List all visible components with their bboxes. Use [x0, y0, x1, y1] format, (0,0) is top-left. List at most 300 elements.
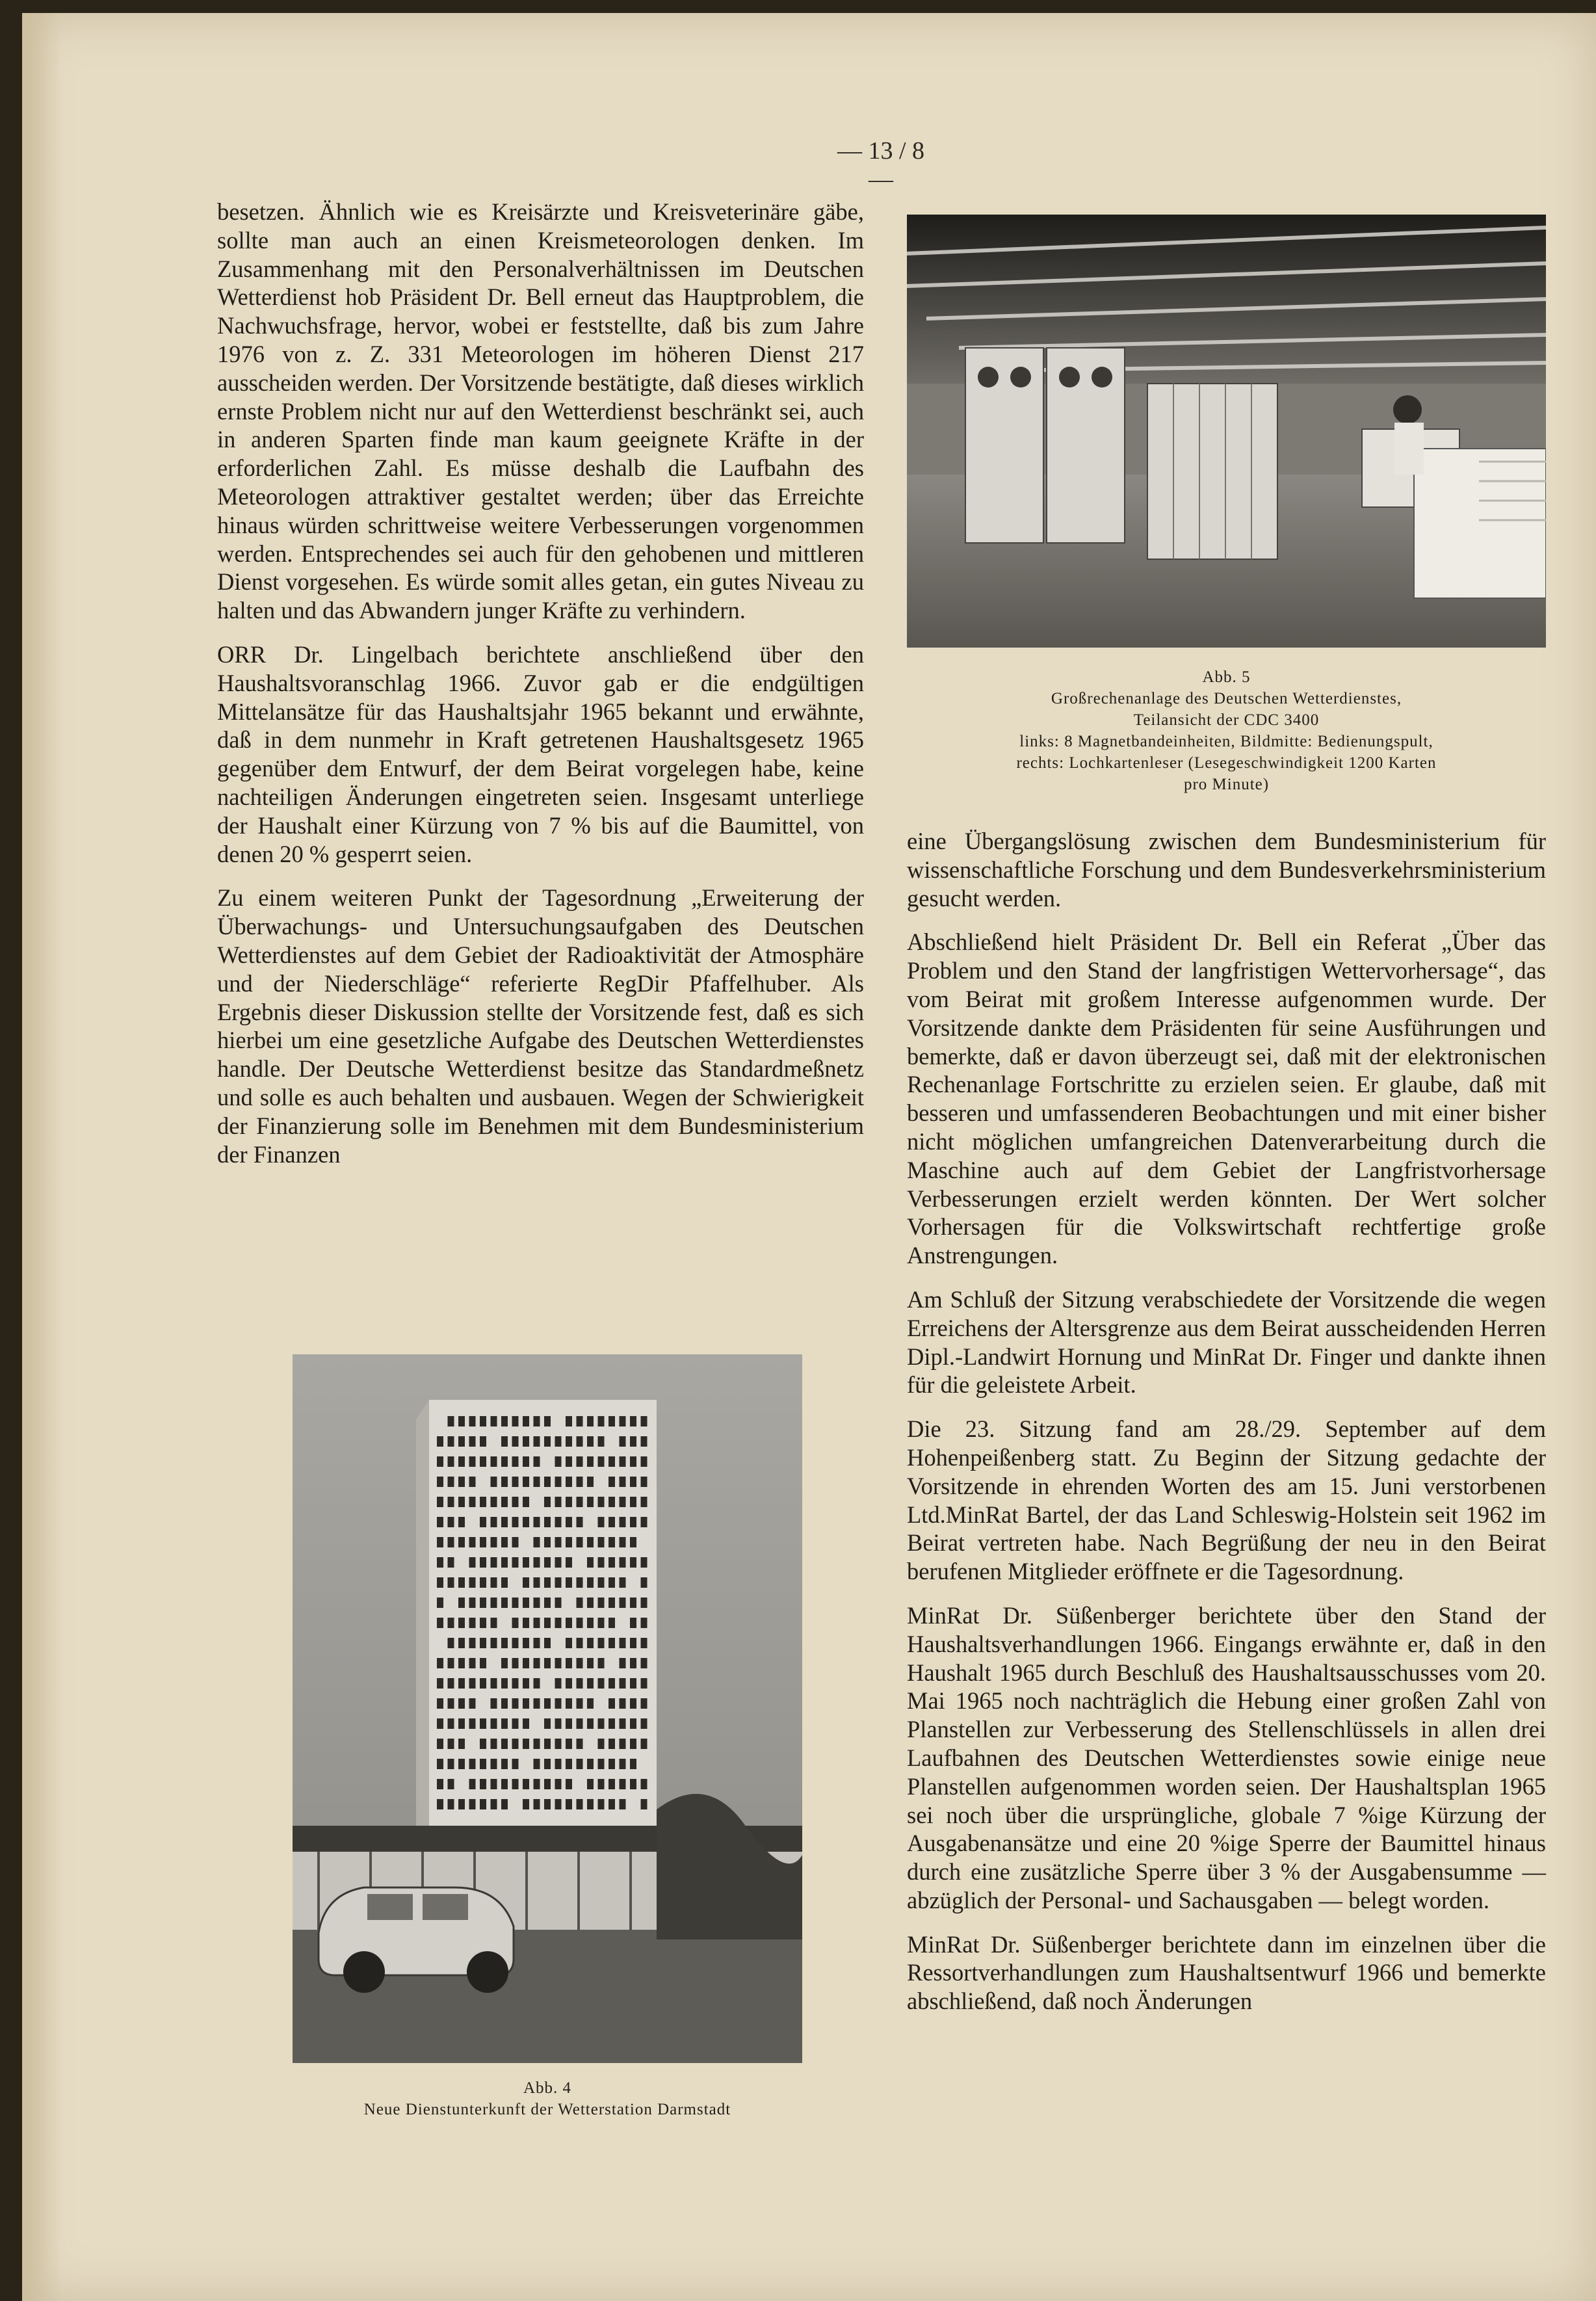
building-window [480, 1779, 486, 1789]
building-window [458, 1497, 465, 1507]
building-window [566, 1537, 572, 1547]
building-window [491, 1618, 497, 1628]
paragraph: Zu einem weiteren Punkt der Tagesordnung „Erweiterung der Überwachungs- und Untersuchungsaufgaben des Deutschen Wetterdienstes auf dem Gebiet der Radioaktivität der Atmosphäre und der Niederschläge“ referierte RegDir Pfaffelhuber. Als Ergebnis dieser Diskussion stellte der Vorsitzende fest, daß es sich hierbei um eine gesetzliche Aufgabe des Deutschen Wetterdienstes handle. Der Deutsche Wetterdienst besitze das Standardmeßnetz und solle es auch behalten und ausbauen. Wegen der Schwierigkeit der Finanzierung solle im Benehmen mit dem Bundesministerium der Finanzen [217, 884, 864, 1168]
building-window [555, 1557, 562, 1568]
building-window [491, 1517, 497, 1527]
building-window [598, 1678, 605, 1689]
building-window [491, 1537, 497, 1547]
building-window [480, 1598, 486, 1608]
building-window [469, 1456, 476, 1467]
building-window [469, 1779, 476, 1789]
building-window [555, 1436, 562, 1447]
building-window [620, 1517, 626, 1527]
building-window [577, 1598, 583, 1608]
building-window [641, 1577, 648, 1588]
building-window [641, 1638, 648, 1648]
building-window [501, 1416, 508, 1427]
building-window [630, 1779, 636, 1789]
building-window [501, 1598, 508, 1608]
building-window [469, 1416, 476, 1427]
building-window [620, 1718, 626, 1729]
caption-line: Großrechenanlage des Deutschen Wetterdienstes, [1051, 690, 1402, 707]
caption-line: Neue Dienstunterkunft der Wetterstation Darmstadt [363, 2101, 731, 2118]
building-window [566, 1497, 572, 1507]
building-window [555, 1658, 562, 1668]
caption-line: Teilansicht der CDC 3400 [1133, 711, 1320, 729]
building-window [544, 1739, 551, 1749]
building-window [458, 1718, 465, 1729]
building-window [469, 1658, 476, 1668]
building-window [577, 1678, 583, 1689]
building-window [523, 1779, 529, 1789]
figure-4-caption [247, 2077, 848, 2120]
building-window [555, 1678, 562, 1689]
building-window [587, 1477, 594, 1487]
building-window [620, 1497, 626, 1507]
building-window [641, 1517, 648, 1527]
building-window [555, 1779, 562, 1789]
building-window [437, 1598, 443, 1608]
building-window [469, 1557, 476, 1568]
building-window [577, 1658, 583, 1668]
paragraph: MinRat Dr. Süßenberger berichtete über den Stand der Haushaltsverhandlungen 1966. Eingangs erwähnte er, daß in den Haushalt 1965 durch Beschluß des Haushaltsausschusses vom 20. Mai 1965 noch nachträglich die Hebung einer großen Zahl von Planstellen zur Verbesserung des Stellenschlüssels in allen drei Laufbahnen des Deutschen Wetterdienstes sowie einige neue Planstellen aufgenommen worden seien. Der Haushaltsplan 1965 sei noch über die ursprüngliche, globale 7 %ige Kürzung der Ausgabenansätze und eine 20 %ige Sperre der Baumittel hinaus durch eine zusätzliche Sperre über 3 % der Ausgabensumme — abzüglich der Personal- und Sachausgaben — belegt worden. [907, 1601, 1546, 1913]
building-window [544, 1618, 551, 1628]
building-window [501, 1577, 508, 1588]
building-window [566, 1477, 572, 1487]
building-window [491, 1718, 497, 1729]
building-window [480, 1678, 486, 1689]
building-window [566, 1739, 572, 1749]
page-edge-shadow [22, 13, 61, 2301]
building-window [630, 1456, 636, 1467]
building-window [534, 1779, 540, 1789]
building-window [534, 1557, 540, 1568]
building-window [437, 1436, 443, 1447]
building-window [566, 1638, 572, 1648]
building-window [598, 1497, 605, 1507]
building-window [544, 1638, 551, 1648]
building-window [469, 1618, 476, 1628]
building-window [480, 1577, 486, 1588]
building-window [534, 1618, 540, 1628]
building-window [448, 1658, 454, 1668]
building-window [566, 1678, 572, 1689]
building-window [448, 1577, 454, 1588]
caption-line: rechts: Lochkartenleser (Lesegeschwindigkeit 1200 Karten [1016, 754, 1437, 772]
building-window [544, 1416, 551, 1427]
building-window [469, 1577, 476, 1588]
building-window [469, 1436, 476, 1447]
building-window [620, 1416, 626, 1427]
building-window [512, 1537, 519, 1547]
paragraph: MinRat Dr. Süßenberger berichtete dann im einzelnen über die Ressortverhandlungen zum Haushaltsentwurf 1966 und bemerkte abschließend, daß noch Änderungen [907, 1930, 1546, 2015]
paragraph: ORR Dr. Lingelbach berichtete anschließend über den Haushaltsvoranschlag 1966. Zuvor gab er die endgültigen Mittelansätze für das Haushaltsjahr 1965 bekannt und erwähnte, daß in dem nunmehr in Kraft getretenen Haushaltsgesetz 1965 gegenüber dem Entwurf, der dem Beirat vorgelegen habe, keine nachteiligen Änderungen eingetreten seien. Insgesamt unterliege der Haushalt einer Kürzung von 7 % bis auf die Baumittel, von denen 20 % gesperrt seien. [217, 640, 864, 867]
building-window [512, 1557, 519, 1568]
building-window [523, 1678, 529, 1689]
building-window [534, 1658, 540, 1668]
building-window [501, 1497, 508, 1507]
building-window [598, 1436, 605, 1447]
building-window [534, 1517, 540, 1527]
building-window [555, 1477, 562, 1487]
building-window [544, 1557, 551, 1568]
building-window [630, 1759, 636, 1769]
building-window [458, 1678, 465, 1689]
building-window [630, 1598, 636, 1608]
building-window [641, 1598, 648, 1608]
building-window [501, 1759, 508, 1769]
building-window [587, 1698, 594, 1709]
building-window [448, 1477, 454, 1487]
building-window [512, 1718, 519, 1729]
building-window [480, 1618, 486, 1628]
paragraph: eine Übergangslösung zwischen dem Bundesministerium für wissenschaftliche Forschung und dem Bundesverkehrsministerium gesucht werden. [907, 828, 1546, 912]
building-window [577, 1799, 583, 1809]
building-window [598, 1638, 605, 1648]
building-window [608, 1577, 615, 1588]
building-window [587, 1759, 594, 1769]
building-window [566, 1456, 572, 1467]
building-window [587, 1658, 594, 1668]
building-window [620, 1698, 626, 1709]
building-window [598, 1799, 605, 1809]
building-image [293, 1354, 802, 2063]
building-window [448, 1779, 454, 1789]
building-window [620, 1759, 626, 1769]
building-window [641, 1557, 648, 1568]
building-window [598, 1739, 605, 1749]
building-window [544, 1779, 551, 1789]
building-window [608, 1618, 615, 1628]
building-window [630, 1416, 636, 1427]
building-window [608, 1759, 615, 1769]
building-window [458, 1477, 465, 1487]
building-window [577, 1577, 583, 1588]
building-window [437, 1658, 443, 1668]
building-window [512, 1658, 519, 1668]
building-window [448, 1698, 454, 1709]
building-window [598, 1718, 605, 1729]
building-window [512, 1739, 519, 1749]
building-window [577, 1436, 583, 1447]
building-window [501, 1456, 508, 1467]
building-window [598, 1416, 605, 1427]
building-window [458, 1799, 465, 1809]
building-window [641, 1779, 648, 1789]
building-window [630, 1497, 636, 1507]
building-window [587, 1557, 594, 1568]
building-window [641, 1658, 648, 1668]
building-window [480, 1537, 486, 1547]
building-window [448, 1497, 454, 1507]
building-window [544, 1598, 551, 1608]
paragraph: Abschließend hielt Präsident Dr. Bell ein Referat „Über das Problem und den Stand der langfristigen Wettervorhersage“, das vom Beirat mit großem Interesse aufgenommen wurde. Der Vorsitzende dankte dem Präsidenten für seine Ausführungen und bemerkte, daß er davon überzeugt sei, daß mit der elektronischen Rechenanlage Fortschritte zu erzielen seien. Er glaube, daß mit besseren und umfassenderen Beobachtungen und mit einer bisher nicht möglichen umfangreichen Datenverarbeitung durch die Maschine auch auf dem Gebiet der Langfristvorhersage Verbesserungen erzielt werden könnten. Der Wert solcher Vorhersagen für die Volkswirtschaft rechtfertige große Anstrengungen. [907, 928, 1546, 1269]
building-window [512, 1638, 519, 1648]
building-window [480, 1739, 486, 1749]
building-window [630, 1698, 636, 1709]
building-window [523, 1598, 529, 1608]
left-text-column [217, 198, 864, 1184]
building-window [630, 1436, 636, 1447]
building-window [555, 1698, 562, 1709]
building-window [523, 1456, 529, 1467]
building-window [566, 1416, 572, 1427]
building-window [501, 1658, 508, 1668]
building-window [608, 1718, 615, 1729]
building-window [448, 1678, 454, 1689]
building-window [512, 1698, 519, 1709]
building-window [620, 1577, 626, 1588]
building-window [448, 1436, 454, 1447]
building-window [523, 1739, 529, 1749]
building-window [512, 1779, 519, 1789]
building-window [598, 1456, 605, 1467]
caption-line: links: 8 Magnetbandeinheiten, Bildmitte: Bedienungspult, [1019, 733, 1433, 750]
building-window [534, 1638, 540, 1648]
building-window [620, 1779, 626, 1789]
building-window [534, 1456, 540, 1467]
building-window [501, 1477, 508, 1487]
building-window [458, 1638, 465, 1648]
building-window [620, 1638, 626, 1648]
building-window [523, 1497, 529, 1507]
building-window [544, 1497, 551, 1507]
building-window [437, 1779, 443, 1789]
building-window [491, 1477, 497, 1487]
building-window [448, 1638, 454, 1648]
building-window [491, 1779, 497, 1789]
building-window [448, 1456, 454, 1467]
building-window [534, 1477, 540, 1487]
building-window [469, 1477, 476, 1487]
building-window [566, 1618, 572, 1628]
building-window [458, 1658, 465, 1668]
building-window [523, 1557, 529, 1568]
building-window [501, 1537, 508, 1547]
building-window [577, 1638, 583, 1648]
computer-room-image [907, 215, 1546, 648]
building-window [491, 1759, 497, 1769]
building-window [641, 1497, 648, 1507]
building-window [501, 1698, 508, 1709]
building-window [458, 1759, 465, 1769]
building-window [534, 1598, 540, 1608]
building-window [630, 1618, 636, 1628]
building-window [501, 1436, 508, 1447]
building-window [641, 1477, 648, 1487]
building-window [587, 1577, 594, 1588]
building-window [630, 1517, 636, 1527]
building-window [469, 1799, 476, 1809]
building-window [491, 1557, 497, 1568]
building-window [523, 1698, 529, 1709]
building-window [598, 1557, 605, 1568]
building-window [448, 1759, 454, 1769]
building-window [608, 1557, 615, 1568]
building-window [608, 1779, 615, 1789]
building-window [437, 1557, 443, 1568]
figure-4-photo [293, 1354, 802, 2063]
building-window [458, 1517, 465, 1527]
building-window [512, 1759, 519, 1769]
building-window [458, 1456, 465, 1467]
building-window [501, 1638, 508, 1648]
building-window [630, 1477, 636, 1487]
building-window [448, 1537, 454, 1547]
building-window [630, 1658, 636, 1668]
building-window [512, 1416, 519, 1427]
building-window [620, 1436, 626, 1447]
building-window [555, 1577, 562, 1588]
building-window [608, 1678, 615, 1689]
building-window [437, 1678, 443, 1689]
building-window [577, 1759, 583, 1769]
building-window [566, 1779, 572, 1789]
building-window [620, 1799, 626, 1809]
building-window [620, 1739, 626, 1749]
building-window [555, 1537, 562, 1547]
building-window [480, 1799, 486, 1809]
building-window [577, 1618, 583, 1628]
building-window [598, 1577, 605, 1588]
building-window [577, 1477, 583, 1487]
building-window [512, 1517, 519, 1527]
building-window [544, 1537, 551, 1547]
building-window [469, 1598, 476, 1608]
building-window [491, 1799, 497, 1809]
building-window [534, 1416, 540, 1427]
building-window [491, 1598, 497, 1608]
building-window [608, 1456, 615, 1467]
building-window [512, 1436, 519, 1447]
building-window [469, 1678, 476, 1689]
building-window [437, 1739, 443, 1749]
building-window [544, 1718, 551, 1729]
building-window [555, 1517, 562, 1527]
building-window [480, 1658, 486, 1668]
building-window [608, 1416, 615, 1427]
building-window [577, 1739, 583, 1749]
building-window [458, 1618, 465, 1628]
building-window [437, 1537, 443, 1547]
building-window [608, 1477, 615, 1487]
building-window [555, 1497, 562, 1507]
building-window [641, 1416, 648, 1427]
building-window [620, 1678, 626, 1689]
building-window [437, 1698, 443, 1709]
building-window [523, 1638, 529, 1648]
building-window [555, 1799, 562, 1809]
building-window [523, 1799, 529, 1809]
building-window [534, 1537, 540, 1547]
building-window [598, 1618, 605, 1628]
paragraph: Die 23. Sitzung fand am 28./29. September auf dem Hohenpeißenberg statt. Zu Beginn der Sitzung gedachte der Vorsitzende in ehrenden Worten des am 15. Juni verstorbenen Ltd.MinRat Bartel, der das Land Schleswig-Holstein seit 1962 im Beirat vertreten habe. Nach Begrüßung der neu in den Beirat berufenen Mitglieder eröffnete er die Tagesordnung. [907, 1415, 1546, 1585]
building-window [480, 1759, 486, 1769]
building-window [598, 1658, 605, 1668]
building-window [480, 1436, 486, 1447]
building-window [587, 1799, 594, 1809]
building-window [587, 1618, 594, 1628]
building-window [630, 1557, 636, 1568]
building-window [598, 1598, 605, 1608]
building-window [620, 1456, 626, 1467]
building-window [437, 1718, 443, 1729]
building-window [523, 1436, 529, 1447]
building-window [458, 1698, 465, 1709]
building-window [512, 1598, 519, 1608]
building-window [566, 1517, 572, 1527]
building-window [458, 1577, 465, 1588]
building-window [587, 1497, 594, 1507]
building-window [491, 1698, 497, 1709]
building-window [608, 1598, 615, 1608]
building-window [587, 1598, 594, 1608]
building-window [437, 1799, 443, 1809]
building-window [598, 1759, 605, 1769]
building-window [608, 1638, 615, 1648]
building-window [469, 1537, 476, 1547]
building-window [577, 1718, 583, 1729]
building-window [577, 1698, 583, 1709]
building-window [480, 1517, 486, 1527]
building-window [469, 1638, 476, 1648]
building-window [566, 1718, 572, 1729]
building-window [566, 1799, 572, 1809]
building-window [501, 1799, 508, 1809]
building-window [620, 1537, 626, 1547]
building-window [437, 1477, 443, 1487]
building-window [480, 1456, 486, 1467]
building-window [641, 1739, 648, 1749]
building-window [437, 1456, 443, 1467]
building-window [630, 1678, 636, 1689]
building-window [501, 1678, 508, 1689]
building-window [523, 1658, 529, 1668]
building-window [437, 1618, 443, 1628]
building-window [480, 1497, 486, 1507]
building-window [534, 1739, 540, 1749]
building-window [577, 1537, 583, 1547]
building-window [458, 1598, 465, 1608]
building-window [587, 1678, 594, 1689]
building-window [641, 1436, 648, 1447]
building-window [534, 1799, 540, 1809]
building-window [534, 1759, 540, 1769]
building-window [458, 1739, 465, 1749]
building-window [491, 1739, 497, 1749]
building-window [598, 1779, 605, 1789]
building-window [437, 1759, 443, 1769]
building-window [587, 1416, 594, 1427]
building-window [587, 1456, 594, 1467]
building-window [641, 1799, 648, 1809]
building-window [630, 1537, 636, 1547]
building-window [523, 1718, 529, 1729]
building-window [566, 1557, 572, 1568]
building-window [458, 1537, 465, 1547]
building-window [544, 1436, 551, 1447]
building-window [512, 1456, 519, 1467]
right-text-column [907, 827, 1546, 2031]
building-window [448, 1517, 454, 1527]
building-window [544, 1577, 551, 1588]
building-window [480, 1416, 486, 1427]
building-window [534, 1698, 540, 1709]
building-window [501, 1517, 508, 1527]
building-window [469, 1497, 476, 1507]
building-window [620, 1557, 626, 1568]
building-window [534, 1577, 540, 1588]
